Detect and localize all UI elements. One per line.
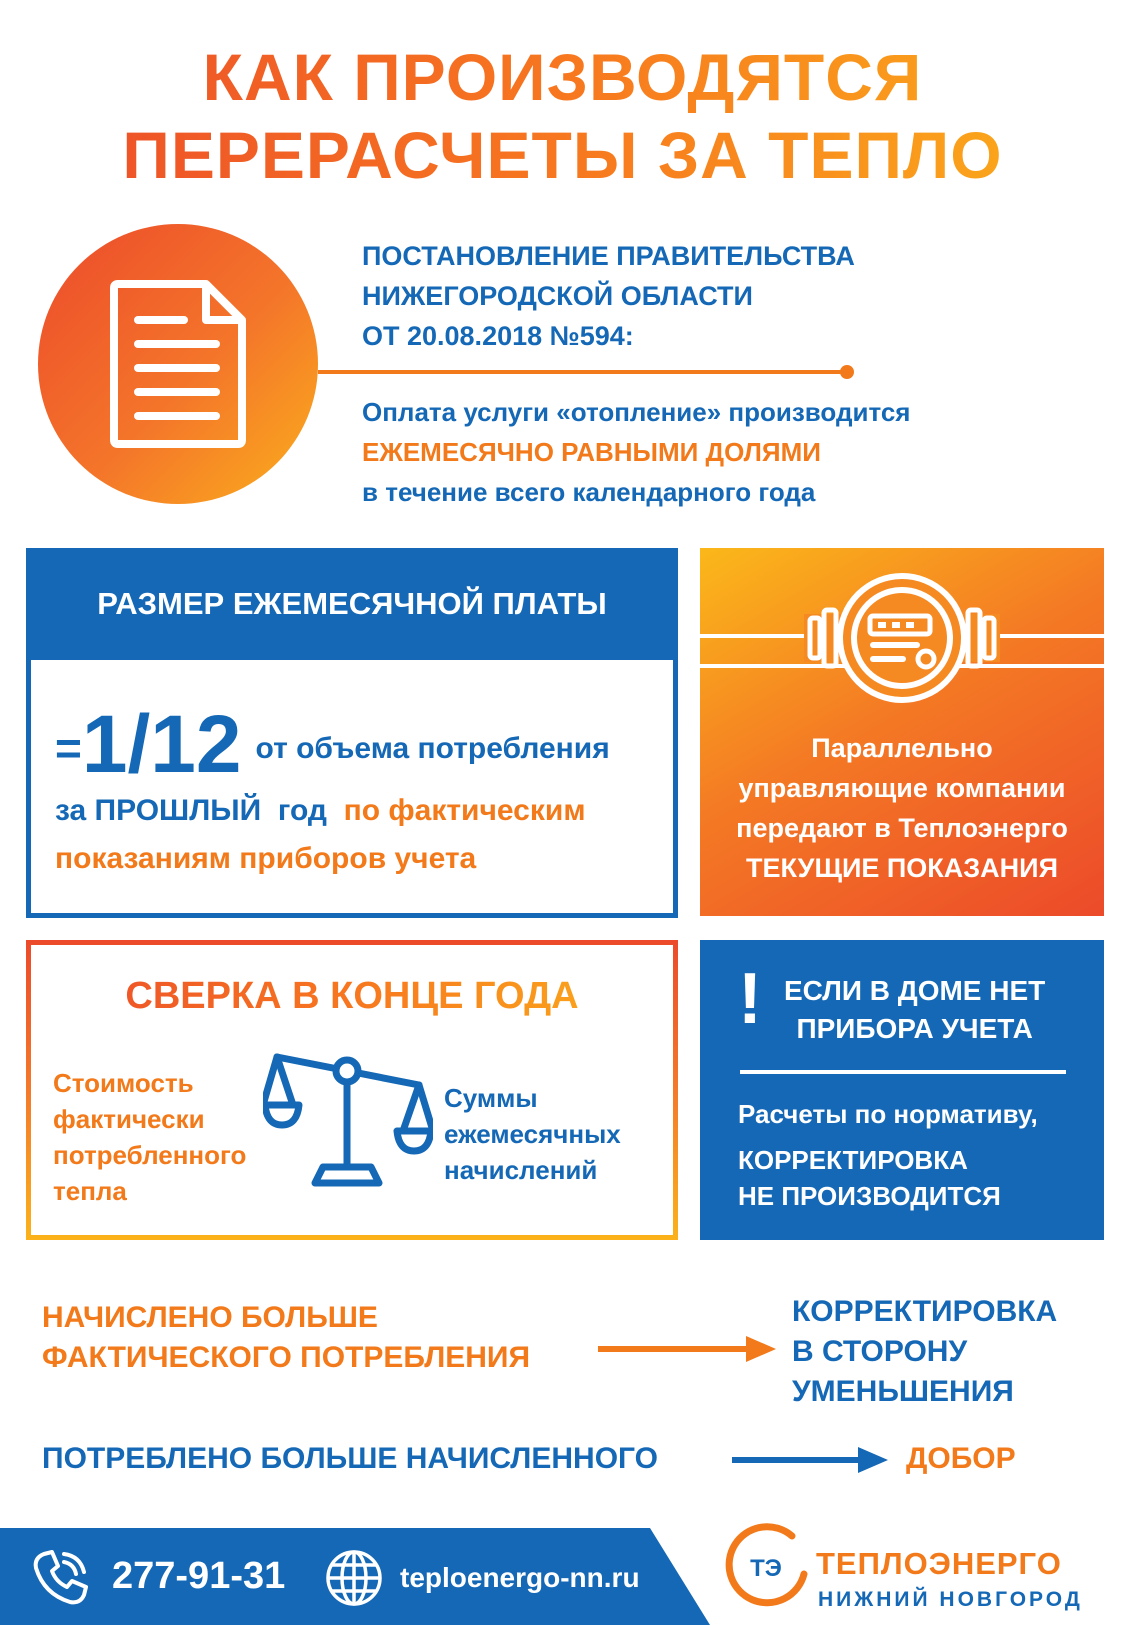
- parallel-line-1: Параллельно: [811, 733, 993, 763]
- decree-line-2: НИЖЕГОРОДСКОЙ ОБЛАСТИ: [362, 281, 753, 311]
- phone-number[interactable]: 277-91-31: [112, 1555, 286, 1597]
- sums-label: [444, 1080, 621, 1188]
- company-city: НИЖНИЙ НОВГОРОД: [818, 1588, 1083, 1611]
- fee-year: год: [261, 794, 344, 827]
- fee-of-volume: от объема потребления: [255, 732, 610, 765]
- cost-line-3: потребленного: [53, 1140, 247, 1170]
- fee-past: ПРОШЛЫЙ: [94, 794, 262, 827]
- arrow-right-icon: [732, 1447, 888, 1473]
- sums-line-2: ежемесячных: [444, 1119, 621, 1149]
- overcharged-result-2: В СТОРОНУ: [792, 1335, 968, 1368]
- title-line-2: ПЕРЕРАСЧЕТЫ ЗА ТЕПЛО: [0, 116, 1125, 194]
- no-meter-box: [700, 940, 1104, 1240]
- overcharged-line-2: ФАКТИЧЕСКОГО ПОТРЕБЛЕНИЯ: [42, 1341, 531, 1374]
- document-icon: [110, 280, 250, 448]
- reconcile-title: СВЕРКА В КОНЦЕ ГОДА: [31, 975, 673, 1018]
- payment-line-3: в течение всего календарного года: [362, 477, 816, 507]
- underpaid-result: ДОБОР: [906, 1442, 1016, 1475]
- cost-line-1: Стоимость: [53, 1068, 194, 1098]
- parallel-line-4: ТЕКУЩИЕ ПОКАЗАНИЯ: [746, 853, 1058, 883]
- fee-readings: показаниям приборов учета: [55, 842, 477, 875]
- decree-line-1: ПОСТАНОВЛЕНИЕ ПРАВИТЕЛЬСТВА: [362, 241, 855, 271]
- decree-line-3: ОТ 20.08.2018 №594:: [362, 321, 634, 351]
- logo-mark: ТЭ: [750, 1555, 782, 1582]
- page-title: [0, 38, 1125, 194]
- cost-line-4: тепла: [53, 1176, 127, 1206]
- no-meter-corr-2: НЕ ПРОИЗВОДИТСЯ: [738, 1181, 1001, 1211]
- underpaid-rule: ПОТРЕБЛЕНО БОЛЬШЕ НАЧИСЛЕННОГО: [42, 1442, 658, 1475]
- phone-icon: [30, 1548, 90, 1608]
- fee-fraction-line: [55, 699, 610, 790]
- no-meter-title-1: ЕСЛИ В ДОМЕ НЕТ: [784, 975, 1046, 1006]
- no-meter-norm: Расчеты по нормативу,: [738, 1099, 1038, 1129]
- overcharged-result-3: УМЕНЬШЕНИЯ: [792, 1375, 1014, 1408]
- overcharged-result-1: КОРРЕКТИРОВКА: [792, 1295, 1058, 1328]
- payment-line-1: Оплата услуги «отопление» производится: [362, 397, 911, 427]
- cost-line-2: фактически: [53, 1104, 205, 1134]
- document-badge: [38, 224, 318, 504]
- fee-for: за: [55, 794, 95, 827]
- payment-line-2: ЕЖЕМЕСЯЧНО РАВНЫМИ ДОЛЯМИ: [362, 437, 821, 467]
- parallel-line-3: передают в Теплоэнерго: [736, 813, 1068, 843]
- no-meter-title: [784, 972, 1045, 1048]
- exclamation-icon: !: [738, 959, 762, 1039]
- title-line-1: КАК ПРОИЗВОДЯТСЯ: [0, 38, 1125, 116]
- scales-icon: [263, 1043, 433, 1193]
- parallel-text: [700, 728, 1104, 888]
- parallel-line-2: управляющие компании: [738, 773, 1066, 803]
- fee-header: РАЗМЕР ЕЖЕМЕСЯЧНОЙ ПЛАТЫ: [26, 548, 678, 660]
- fee-fraction: 1/12: [81, 699, 242, 790]
- fee-by-actual: по фактическим: [343, 794, 586, 827]
- no-meter-corr-1: КОРРЕКТИРОВКА: [738, 1145, 968, 1175]
- fee-period-line: [55, 794, 586, 828]
- cost-label: [53, 1065, 246, 1209]
- overcharged-line-1: НАЧИСЛЕНО БОЛЬШЕ: [42, 1301, 378, 1334]
- overcharged-result: [792, 1292, 1057, 1412]
- globe-icon: [324, 1548, 384, 1608]
- sums-line-1: Суммы: [444, 1083, 538, 1113]
- parallel-box: [700, 548, 1104, 916]
- decree-heading: [362, 236, 855, 356]
- overcharged-rule: [42, 1298, 530, 1378]
- company-logo-icon: [722, 1522, 812, 1612]
- website-link[interactable]: teploenergo-nn.ru: [400, 1562, 640, 1593]
- no-meter-title-2: ПРИБОРА УЧЕТА: [796, 1013, 1033, 1044]
- company-name: ТЕПЛОЭНЕРГО: [816, 1546, 1062, 1581]
- payment-rule: [362, 392, 910, 512]
- no-meter-divider: [740, 1070, 1066, 1074]
- timeline-dot: [840, 365, 854, 379]
- meter-icon: [804, 570, 1000, 710]
- no-meter-text: [738, 1096, 1038, 1214]
- reconcile-box: [26, 940, 678, 1240]
- timeline-line: [318, 370, 846, 374]
- fee-box: [26, 660, 678, 918]
- sums-line-3: начислений: [444, 1155, 598, 1185]
- fee-equals: =: [55, 722, 82, 774]
- arrow-right-icon: [598, 1336, 776, 1362]
